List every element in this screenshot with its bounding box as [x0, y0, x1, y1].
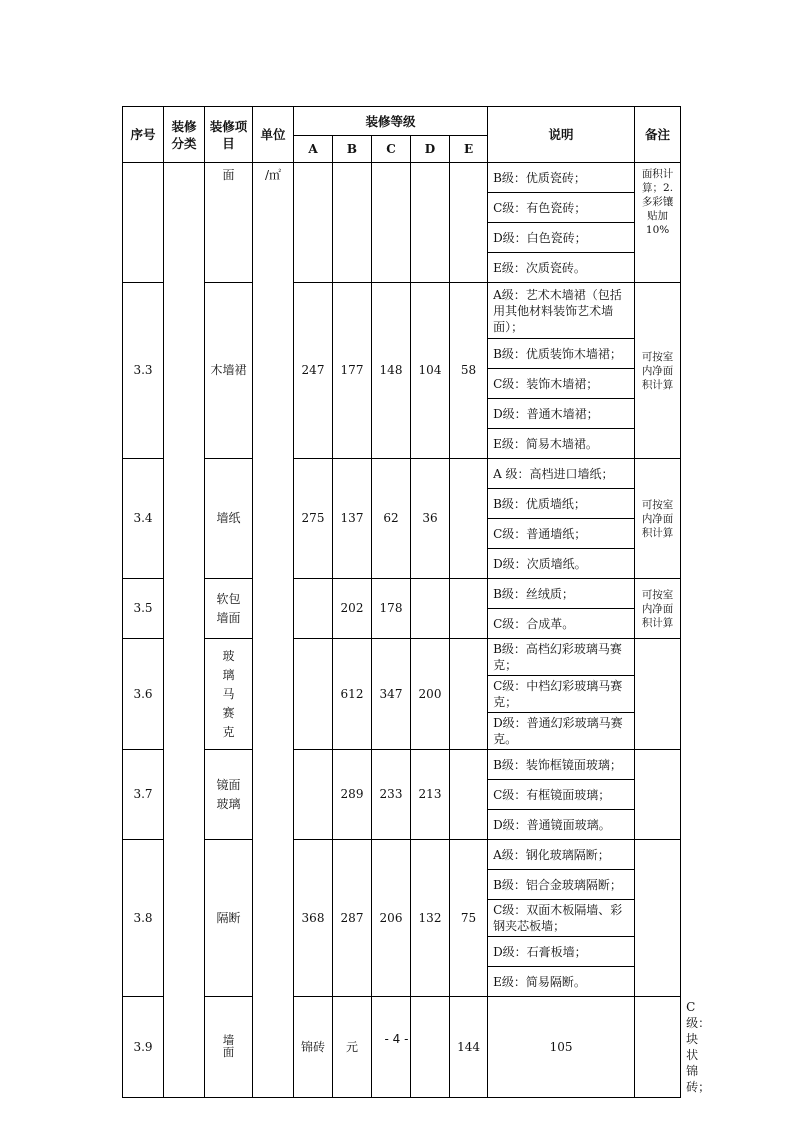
grade-b-cell [333, 163, 372, 283]
seq-cell-empty [123, 163, 164, 283]
header-grade-e: E [450, 136, 488, 163]
description-cell: D级：次质墙纸。 [488, 549, 635, 579]
description-cell: C级：普通墙纸； [488, 519, 635, 549]
item-text: 玻璃马赛克 [222, 648, 235, 739]
description-cell: B级：装饰框镜面玻璃； [488, 750, 635, 780]
grade-d-cell: 36 [411, 459, 450, 579]
description-cell: B级：丝绒质； [488, 579, 635, 609]
header-remark: 备注 [635, 107, 681, 163]
description-cell: E级：简易木墙裙。 [488, 429, 635, 459]
remark-cell [635, 639, 681, 750]
description-cell: C级：装饰木墙裙； [488, 369, 635, 399]
description-cell: D级：普通幻彩玻璃马赛克。 [488, 713, 635, 750]
grade-e-cell [635, 997, 681, 1098]
header-grade-group: 装修等级 [294, 107, 488, 136]
description-cell: A 级：高档进口墙纸； [488, 459, 635, 489]
description-cell: B级：优质装饰木墙裙； [488, 339, 635, 369]
item-cell: 面 [205, 163, 253, 283]
description-cell: A级：艺术木墙裙（包括用其他材料装饰艺术墙面）； [488, 283, 635, 339]
grade-d-cell [411, 579, 450, 639]
remark-cell [635, 750, 681, 840]
remark-cell: 可按室内净面积计算 [635, 459, 681, 579]
header-grade-a: A [294, 136, 333, 163]
description-cell: B级：铝合金玻璃隔断； [488, 870, 635, 900]
grade-b-cell: 202 [333, 579, 372, 639]
category-cell-merged [164, 163, 205, 1098]
seq-cell: 3.3 [123, 283, 164, 459]
description-cell: B级：高档幻彩玻璃马赛克； [488, 639, 635, 676]
grade-b-cell: 137 [333, 459, 372, 579]
grade-a-cell: 368 [294, 840, 333, 997]
grade-a-cell: 247 [294, 283, 333, 459]
category-text: 墙面 [222, 1032, 235, 1059]
description-cell: E级：次质瓷砖。 [488, 253, 635, 283]
unit-cell: 元 [333, 997, 372, 1098]
item-cell: 锦砖 [294, 997, 333, 1098]
seq-cell: 3.8 [123, 840, 164, 997]
header-grade-c: C [372, 136, 411, 163]
grade-b-cell: 289 [333, 750, 372, 840]
grade-a-cell: 275 [294, 459, 333, 579]
description-cell: D级：普通木墙裙； [488, 399, 635, 429]
grade-e-cell: 75 [450, 840, 488, 997]
description-cell: D级：普通镜面玻璃。 [488, 810, 635, 840]
item-cell [205, 579, 253, 639]
seq-cell: 3.7 [123, 750, 164, 840]
description-cell: C级：有色瓷砖； [488, 193, 635, 223]
item-cell [205, 639, 253, 750]
grade-d-cell: 105 [488, 997, 635, 1098]
grade-c-cell: 347 [372, 639, 411, 750]
item-text: 软包墙面 [216, 591, 241, 625]
description-cell: E级：简易隔断。 [488, 967, 635, 997]
description-cell: C级：合成革。 [488, 609, 635, 639]
grade-d-cell [411, 163, 450, 283]
header-category: 装修分类 [164, 107, 205, 163]
remark-cell: 可按室内净面积计算 [635, 579, 681, 639]
grade-e-cell: 58 [450, 283, 488, 459]
item-cell: 木墙裙 [205, 283, 253, 459]
grade-d-cell: 200 [411, 639, 450, 750]
grade-a-cell [372, 997, 411, 1098]
page-number: - 4 - [384, 1032, 409, 1046]
remark-cell: 可按室内净面积计算 [635, 283, 681, 459]
grade-b-cell: 177 [333, 283, 372, 459]
description-cell: D级：石膏板墙； [488, 937, 635, 967]
grade-a-cell [294, 579, 333, 639]
description-cell: C级：中档幻彩玻璃马赛克； [488, 676, 635, 713]
description-cell: D级：白色瓷砖； [488, 223, 635, 253]
grade-e-cell [450, 639, 488, 750]
grade-c-cell: 148 [372, 283, 411, 459]
grade-c-cell: 62 [372, 459, 411, 579]
grade-c-cell: 233 [372, 750, 411, 840]
description-cell: B级：优质墙纸； [488, 489, 635, 519]
item-text: 镜面玻璃 [216, 777, 241, 811]
category-cell [205, 997, 253, 1098]
seq-cell: 3.4 [123, 459, 164, 579]
grade-c-cell: 206 [372, 840, 411, 997]
grade-b-cell: 612 [333, 639, 372, 750]
grade-e-cell [450, 750, 488, 840]
seq-cell: 3.9 [123, 997, 164, 1098]
decoration-grade-table: 序号 装修分类 装修项目 单位 装修等级 说明 备注 A B C D E 面 /㎡ B级：优质瓷砖； 面积计算；2.多彩镶贴加10% C级：有色瓷砖； D级：白色瓷砖； E级：次质瓷砖。 3.3 木墙裙 247 177 148 104 58 A级：艺术木墙裙（包括用其他材料装饰艺术墙面）； 可按室内净面积计算 B级：优质装饰木墙裙； C级：装饰木墙裙； D级：普通木墙裙； E级：简易木墙裙。 3.4 墙纸 275 137 62 36 A 级：高档进口墙纸； 可按室内净面积计算 B级：优质墙纸； C级：普通墙纸； D级：次质墙纸。 3.5 软包墙面 202 178 B级：丝绒质； 可按室内净面积计算 C级：合成革。 3.6 玻璃马赛克 612 347 200 B级：高档幻彩玻璃马赛克； C级：中档幻彩玻璃马赛克； D级：普通幻彩玻璃马赛克。 3.7 镜面玻璃 289 233 213 B级：装饰框镜面玻璃； C级：有框镜面玻璃； D级：普通镜面玻璃。 3.8 隔断 368 287 206 132 75 A级：钢化玻璃隔断； B级：铝合金玻璃隔断； C级：双面木板隔墙、彩钢夹芯板墙； D级：石膏板墙； E级：简易隔断。 3.9 墙面 锦砖 元 144 105 C级：块状锦砖； [122, 106, 681, 1098]
grade-c-cell: 178 [372, 579, 411, 639]
grade-d-cell: 104 [411, 283, 450, 459]
grade-a-cell [294, 163, 333, 283]
description-cell: C级：有框镜面玻璃； [488, 780, 635, 810]
description-cell: C级：双面木板隔墙、彩钢夹芯板墙； [488, 900, 635, 937]
remark-cell: 面积计算；2.多彩镶贴加10% [635, 163, 681, 283]
grade-e-cell [450, 163, 488, 283]
grade-e-cell [450, 579, 488, 639]
grade-c-cell: 144 [450, 997, 488, 1098]
seq-cell: 3.6 [123, 639, 164, 750]
header-grade-d: D [411, 136, 450, 163]
header-seq: 序号 [123, 107, 164, 163]
header-grade-b: B [333, 136, 372, 163]
grade-b-cell: 287 [333, 840, 372, 997]
unit-cell: /㎡ [253, 163, 294, 1098]
item-cell: 隔断 [205, 840, 253, 997]
grade-a-cell [294, 750, 333, 840]
remark-cell [635, 840, 681, 997]
grade-a-cell [294, 639, 333, 750]
description-cell: A级：钢化玻璃隔断； [488, 840, 635, 870]
grade-c-cell [372, 163, 411, 283]
description-cell: B级：优质瓷砖； [488, 163, 635, 193]
item-cell: 墙纸 [205, 459, 253, 579]
grade-d-cell: 132 [411, 840, 450, 997]
header-description: 说明 [488, 107, 635, 163]
header-unit: 单位 [253, 107, 294, 163]
grade-d-cell: 213 [411, 750, 450, 840]
item-cell [205, 750, 253, 840]
grade-e-cell [450, 459, 488, 579]
grade-b-cell [411, 997, 450, 1098]
header-item: 装修项目 [205, 107, 253, 163]
seq-cell: 3.5 [123, 579, 164, 639]
